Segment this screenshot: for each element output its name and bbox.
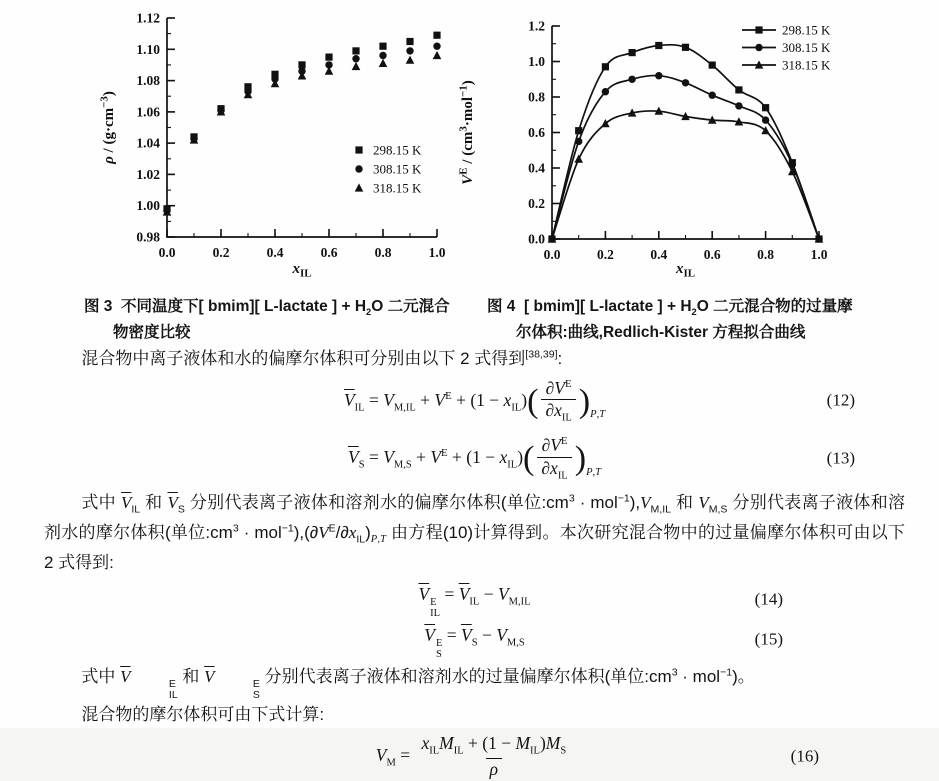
svg-text:1.0: 1.0: [428, 245, 446, 260]
legend: [742, 23, 831, 73]
equation-13-number: (13): [826, 448, 855, 468]
svg-text:1.2: 1.2: [528, 18, 545, 34]
svg-text:ρ / (g·cm−3): $\rho / (g\cdot cm^{-3})$: [98, 91, 117, 164]
fit-curves: [552, 45, 819, 239]
svg-text:xIL: $x_{IL}$: [675, 261, 696, 280]
equation-12: [44, 378, 905, 426]
equation-15-number: (15): [754, 630, 783, 650]
svg-text:318.15 K: 318.15 K: [782, 57, 831, 73]
svg-text:0.0: 0.0: [543, 247, 561, 262]
equation-14-formula: $\overline{V}$ E IL = $\overline{V}_{IL} - V_{M,IL}$: [418, 584, 531, 620]
figures-row: [0, 0, 939, 345]
major-ticks: [167, 18, 437, 237]
body-text: [0, 345, 939, 781]
equation-14-number: (14): [754, 589, 783, 609]
legend-item: [355, 181, 422, 196]
figure-3-caption-line-2: 物密度比较: [113, 324, 191, 342]
body-paragraph-2: 式中 $\overline{V}_{IL}$ 和 $\overline{V}_S$ 分别代表离子液体和溶剂水的偏摩尔体积(单位$:cm^3 \cdot mol^{-1}),V_{M,IL}$ 和 $V_{M,S}$ 分别代表离子液体和溶剂水的摩尔体积(单位$:cm^3 \cdot mol^{-1}),(\partial V^E/\partial x_{IL})_{P,T}$ 由方程(10)计算得到。本次研究混合物中的过量偏摩尔体积可由以下 2 式得到:: [44, 491, 906, 572]
figure-3-caption: [84, 294, 482, 346]
equation-12-formula: $\overline{V}_{IL} = V_{M,IL} + V^E + (1 - x_{IL})$( $\frac{\partial V^E}{\partial x_{IL}}$ )$_{P,T}$: [343, 377, 606, 424]
svg-text:0.2: 0.2: [528, 196, 545, 211]
svg-text:0.4: 0.4: [650, 247, 668, 262]
tick-labels: [136, 11, 445, 261]
figure-3-density-chart: [95, 2, 467, 292]
figure-4-excess-volume-chart: [452, 2, 882, 292]
svg-text:318.15 K: 318.15 K: [373, 180, 422, 196]
body-paragraph-3: 式中 $\overline{V}$ E IL 和 $\overline{V}$ E S 分别代表离子液体和溶剂水的过量偏摩尔体积(单位$:cm^3 \cdot mol^{-1}$)。: [81, 666, 755, 701]
legend-item: [742, 58, 831, 73]
svg-text:0.0: 0.0: [158, 245, 176, 260]
equation-13-formula: $\overline{V}_S = V_{M,S} + V^E + (1 - x_{IL})$( $\frac{\partial V^E}{\partial x_{IL}}$ )$_{P,T}$: [348, 435, 601, 482]
body-paragraph-4: 混合物的摩尔体积可由下式计算:: [81, 704, 325, 724]
minor-ticks: [167, 18, 437, 237]
svg-text:298.15 K: 298.15 K: [782, 22, 831, 38]
svg-text:0.2: 0.2: [596, 247, 614, 262]
figure-4-caption-line-2: 尔体积:曲线,Redlich-Kister 方程拟合曲线: [516, 324, 806, 342]
equation-16-number: (16): [790, 746, 819, 766]
body-paragraph-1: 混合物中离子液体和水的偏摩尔体积可分别由以下 2 式得到[38,39]:: [81, 348, 563, 368]
equation-15: [44, 621, 905, 660]
svg-text:0.6: 0.6: [703, 247, 721, 262]
legend-item: [742, 40, 831, 55]
svg-text:0.98: 0.98: [136, 229, 160, 245]
equation-16-formula: $V_M$ = $\frac{x_{IL}M_{IL} + (1 - M_{IL})M_S}{\rho}$: [375, 733, 567, 779]
figure-3-caption-line-1: 图 3 不同温度下[ bmim][ L-lactate ] + $H_2O$ 二元混合: [84, 298, 450, 318]
svg-text:xIL: $x_{IL}$: [292, 261, 312, 280]
equation-13: [44, 435, 905, 483]
svg-text:0.8: 0.8: [374, 245, 392, 260]
svg-text:0.6: 0.6: [320, 245, 338, 260]
svg-text:298.15 K: 298.15 K: [373, 142, 422, 158]
figure-4-caption-line-1: 图 4 [ bmim][ L-lactate ] + $H_2O$ 二元混合物的过量摩: [487, 298, 853, 318]
svg-text:0.8: 0.8: [528, 89, 545, 105]
svg-text:0.6: 0.6: [528, 125, 545, 140]
svg-text:1.12: 1.12: [136, 10, 160, 26]
svg-text:1.0: 1.0: [810, 247, 828, 262]
svg-text:1.00: 1.00: [136, 198, 160, 214]
svg-text:1.0: 1.0: [528, 54, 545, 69]
equation-14: [44, 580, 905, 619]
svg-text:1.08: 1.08: [136, 73, 160, 89]
svg-text:0.8: 0.8: [757, 247, 775, 262]
svg-text:0.4: 0.4: [528, 160, 545, 176]
svg-text:1.02: 1.02: [136, 166, 160, 182]
svg-text:308.15 K: 308.15 K: [782, 40, 831, 55]
svg-text:1.04: 1.04: [136, 135, 160, 151]
svg-text:0.4: 0.4: [266, 245, 284, 260]
equation-16: [44, 733, 905, 781]
svg-text:0.2: 0.2: [212, 245, 230, 260]
legend-item: [355, 143, 422, 158]
legend-item: [355, 162, 422, 177]
svg-text:1.06: 1.06: [136, 104, 160, 120]
svg-text:1.10: 1.10: [136, 41, 160, 57]
series-318.15-K: [548, 107, 824, 243]
figure-4-caption: [487, 294, 895, 346]
axes: [167, 18, 437, 237]
legend-item: [742, 23, 831, 38]
svg-text:0.0: 0.0: [528, 231, 545, 247]
equation-15-formula: $\overline{V}$ E S = $\overline{V}_S - V_{M,S}$: [424, 625, 525, 660]
svg-text:308.15 K: 308.15 K: [373, 161, 422, 177]
legend: [355, 143, 422, 196]
equation-12-number: (12): [826, 391, 855, 411]
svg-text:VE / (cm3·mol−1): $V^E / (cm^3\cdot mol^{-1})$: [457, 80, 476, 185]
